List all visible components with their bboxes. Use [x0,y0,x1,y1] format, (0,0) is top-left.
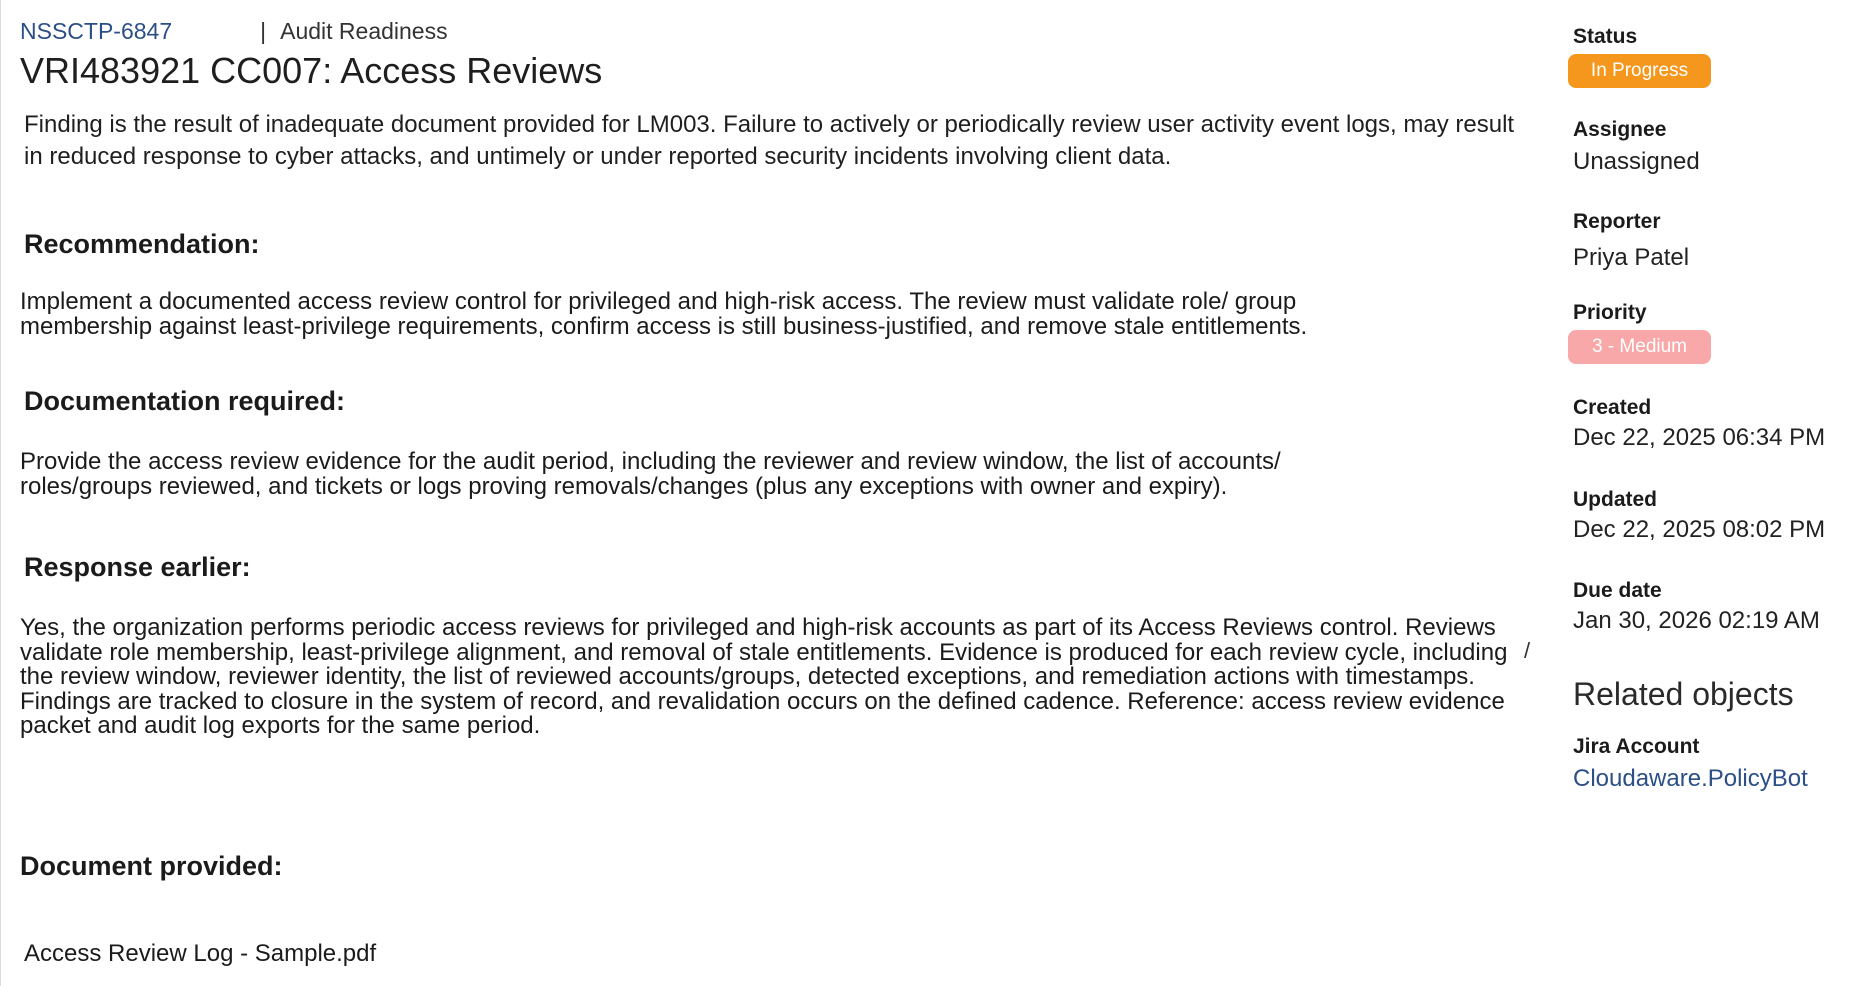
priority-label: Priority [1573,301,1647,324]
response-body: Yes, the organization performs periodic access reviews for privileged and high-risk accounts as part of its Access Reviews control. Reviews validate role membership, least-privilege alignment, and removal of stale entitlements. Evidence is produced for each review cycle, including the review window, reviewer identity, the list of reviewed accounts/groups, detected exceptions, and remediation actions with timestamps. Findings are tracked to closure in the system of record, and revalidation occurs on the defined cadence. Reference: access review evidence packet and audit log exports for the same period. [20,614,1508,739]
priority-badge[interactable]: 3 - Medium [1568,330,1711,364]
project-name: Audit Readiness [280,17,448,44]
reporter-value: Priya Patel [1573,244,1690,271]
recommendation-heading: Recommendation: [24,229,260,259]
breadcrumb [20,14,448,48]
status-badge[interactable]: In Progress [1568,54,1711,88]
updated-label: Updated [1573,488,1657,511]
assignee-value[interactable]: Unassigned [1573,148,1700,175]
recommendation-body: Implement a documented access review control for privileged and high-risk access. The review must validate role/ group membership against least-privilege requirements, confirm access is still business-justified, and remove stale entitlements. [20,288,1308,340]
stray-slash-mark: / [1524,638,1531,663]
breadcrumb-separator: | [260,17,267,44]
finding-text: Finding is the result of inadequate document provided for LM003. Failure to actively or periodically review user activity event logs, may result in reduced response to cyber attacks, and untimely or under reported security incidents involving client data. [24,111,1515,170]
created-label: Created [1573,396,1652,419]
documentation-body: Provide the access review evidence for the audit period, including the reviewer and review window, the list of accounts/ roles/groups reviewed, and tickets or logs proving removals/changes (plus any exceptions with owner and expiry). [20,448,1281,500]
due-date-label: Due date [1573,579,1662,602]
ticket-id-link[interactable]: NSSCTP-6847 [20,17,173,44]
documentation-heading: Documentation required: [24,386,346,416]
assignee-label: Assignee [1573,118,1667,141]
related-objects-heading: Related objects [1573,676,1794,712]
due-date-value: Jan 30, 2026 02:19 AM [1573,607,1820,634]
page-title: VRI483921 CC007: Access Reviews [20,50,603,91]
created-value: Dec 22, 2025 06:34 PM [1573,424,1826,451]
document-provided-heading: Document provided: [20,851,283,881]
jira-account-label: Jira Account [1573,735,1700,758]
status-label: Status [1573,25,1638,48]
jira-account-link[interactable]: Cloudaware.PolicyBot [1573,765,1808,792]
response-heading: Response earlier: [24,552,251,582]
reporter-label: Reporter [1573,210,1661,233]
updated-value: Dec 22, 2025 08:02 PM [1573,516,1826,543]
document-file-link[interactable]: Access Review Log - Sample.pdf [24,940,377,967]
